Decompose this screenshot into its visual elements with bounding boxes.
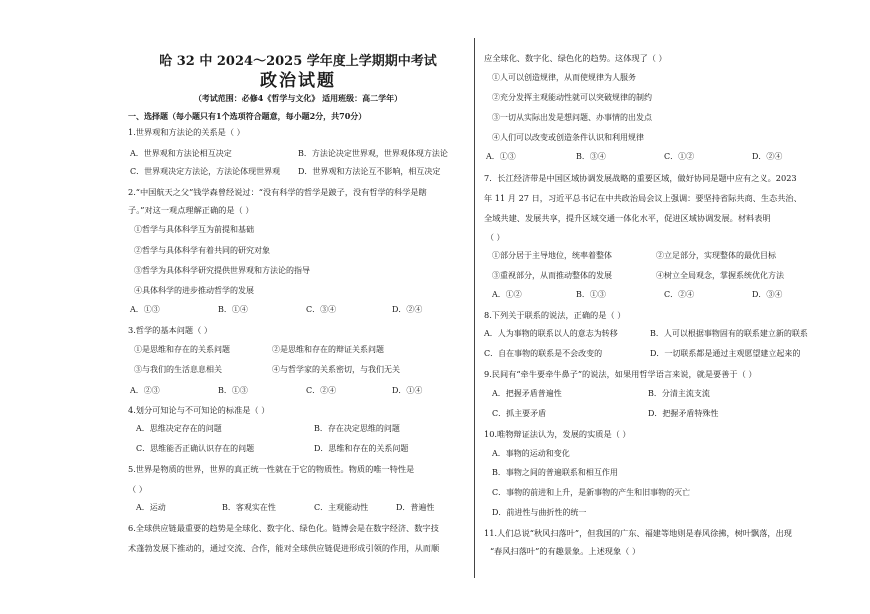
q2-item-2: ②哲学与具体科学有着共同的研究对象 — [134, 246, 270, 255]
q2-option-d: D．②④ — [392, 305, 423, 314]
q7-option-c: C．②④ — [664, 290, 695, 299]
q10-option-d: D．前进性与曲折性的统一 — [492, 508, 587, 517]
q1-option-b: B．方法论决定世界观，世界观体现方法论 — [298, 149, 448, 158]
q6-option-a: A．①③ — [486, 152, 516, 161]
section-heading: 一、选择题（每小题只有1个选项符合题意，每小题2分，共70分） — [128, 111, 367, 121]
q5-stem-line1: 5.世界是物质的世界，世界的真正统一性就在于它的物质性。物质的唯一特性是 — [128, 464, 415, 474]
q6-stem-line2: 术蓬勃发展下推动的，通过交流、合作，能对全球供应链促进形成引领的作用，从而顺 — [128, 543, 440, 553]
q9-stem: 9.民间有“牵牛要牵牛鼻子”的说法，如果用哲学语言来说，就是要善于（ ） — [484, 369, 757, 379]
q6-stem-line1: 6.全球供应链最重要的趋势是全球化、数字化、绿色化。链博会是在数字经济、数字技 — [128, 523, 439, 533]
q10-option-c: C．事物的前进和上升，是新事物的产生和旧事物的灭亡 — [492, 488, 691, 497]
q10-stem: 10.唯物辩证法认为，发展的实质是（ ） — [484, 429, 631, 439]
q2-item-3: ③哲学为具体科学研究提供世界观和方法论的指导 — [134, 266, 310, 275]
q6-option-b: B．③④ — [576, 152, 606, 161]
q7-stem-line2: 年 11 月 27 日，习近平总书记在中共政治局会议上强调：要坚持省际共商、生态共治、 — [484, 193, 802, 203]
q7-stem-line1: 7．长江经济带是中国区域协调发展战略的重要区域，做好协同是题中应有之义。2023 — [484, 173, 797, 183]
q3-item-2: ②是思维和存在的辩证关系问题 — [272, 345, 384, 354]
exam-subtitle: 政治试题 — [260, 71, 336, 91]
q4-option-c: C．思维能否正确认识存在的问题 — [136, 444, 255, 453]
q6-item-1: ①人可以创造规律，从而使规律为人服务 — [492, 73, 636, 82]
q8-option-d: D．一切联系都是通过主观愿望建立起来的 — [650, 349, 801, 358]
q2-item-4: ④具体科学的进步推动哲学的发展 — [134, 286, 254, 295]
q5-stem-line2: （ ） — [128, 484, 147, 494]
q3-item-1: ①是思维和存在的关系问题 — [134, 345, 230, 354]
q5-option-c: C．主观能动性 — [314, 503, 369, 512]
q3-option-b: B．①③ — [218, 386, 248, 395]
q7-item-3: ③重视部分，从而推动整体的发展 — [492, 271, 612, 280]
q8-option-a: A．人为事物的联系以人的意志为转移 — [484, 329, 618, 338]
q6-stem-line3: 应全球化、数字化、绿色化的趋势。这体现了（ ） — [484, 53, 667, 63]
q6-item-2: ②充分发挥主观能动性就可以突破规律的制约 — [492, 93, 652, 102]
q7-item-4: ④树立全局观念，掌握系统优化方法 — [656, 271, 784, 280]
q3-option-c: C．②④ — [306, 386, 337, 395]
q5-option-a: A．运动 — [136, 503, 166, 512]
q9-option-c: C．抓主要矛盾 — [492, 409, 547, 418]
q7-option-b: B．①③ — [576, 290, 606, 299]
q3-option-d: D．①④ — [392, 386, 423, 395]
q1-stem: 1.世界观和方法论的关系是（ ） — [128, 127, 245, 137]
q4-option-a: A．思维决定存在的问题 — [136, 424, 222, 433]
q6-item-4: ④人们可以改变或创造条件认识和利用规律 — [492, 133, 644, 142]
q2-option-a: A．①③ — [130, 305, 160, 314]
q9-option-a: A．把握矛盾普遍性 — [492, 389, 562, 398]
q7-item-1: ①部分居于主导地位，统率着整体 — [492, 251, 612, 260]
q8-option-b: B．人可以根据事物固有的联系建立新的联系 — [650, 329, 808, 338]
q7-option-a: A．①② — [492, 290, 522, 299]
q7-item-2: ②立足部分，实现整体的最优目标 — [656, 251, 776, 260]
q7-stem-line3: 全域共建、发展共享，提升区域交通一体化水平，促进区域协调发展。材料表明 — [484, 213, 771, 223]
column-divider — [474, 38, 475, 578]
q3-option-a: A．②③ — [130, 386, 160, 395]
q7-stem-line4: （ ） — [486, 233, 505, 242]
q1-option-a: A．世界观和方法论相互决定 — [130, 149, 232, 158]
q10-option-b: B．事物之间的普遍联系和相互作用 — [492, 468, 618, 477]
q4-option-d: D．思维和存在的关系问题 — [314, 444, 409, 453]
q2-option-c: C．③④ — [306, 305, 337, 314]
q6-item-3: ③一切从实际出发是想问题、办事情的出发点 — [492, 113, 652, 122]
q2-option-b: B．①④ — [218, 305, 248, 314]
q1-option-c: C．世界观决定方法论，方法论体现世界观 — [130, 167, 281, 176]
q9-option-d: D．把握矛盾特殊性 — [648, 409, 719, 418]
q6-option-c: C．①② — [664, 152, 695, 161]
q5-option-b: B．客观实在性 — [222, 503, 276, 512]
exam-scope: （考试范围：必修4《哲学与文化》 适用班级：高二学年） — [193, 93, 403, 103]
q2-item-1: ①哲学与具体科学互为前提和基础 — [134, 225, 254, 234]
q7-option-d: D．③④ — [752, 290, 783, 299]
q2-stem-line2: 子。”对这一观点理解正确的是（ ） — [128, 205, 254, 215]
q10-option-a: A．事物的运动和变化 — [492, 449, 570, 458]
q11-stem-line2: “春风扫落叶”的有趣景象。上述现象（ ） — [490, 546, 641, 556]
q3-item-4: ④与哲学家的关系密切，与我们无关 — [272, 365, 400, 374]
q8-stem: 8.下列关于联系的说法，正确的是（ ） — [484, 310, 626, 320]
q11-stem-line1: 11.人们总说“秋风扫落叶”，但我国的广东、福建等地则是春风徐拂，树叶飘落，出现 — [484, 528, 792, 538]
q3-stem: 3.哲学的基本问题（ ） — [128, 325, 213, 335]
q4-stem: 4.划分可知论与不可知论的标准是（ ） — [128, 405, 270, 415]
q5-option-d: D．普遍性 — [396, 503, 435, 512]
q6-option-d: D．②④ — [752, 152, 783, 161]
q2-stem-line1: 2.“中国航天之父”钱学森曾经说过：“没有科学的哲学是跛子，没有哲学的科学是瞎 — [128, 187, 427, 197]
q8-option-c: C．自在事物的联系是不会改变的 — [484, 349, 603, 358]
q9-option-b: B．分清主流支流 — [648, 389, 710, 398]
q1-option-d: D．世界观和方法论互不影响，相互决定 — [298, 167, 441, 176]
q3-item-3: ③与我们的生活息息相关 — [134, 365, 222, 374]
q4-option-b: B．存在决定思维的问题 — [314, 424, 400, 433]
exam-title: 哈 32 中 2024～2025 学年度上学期期中考试 — [159, 54, 437, 69]
